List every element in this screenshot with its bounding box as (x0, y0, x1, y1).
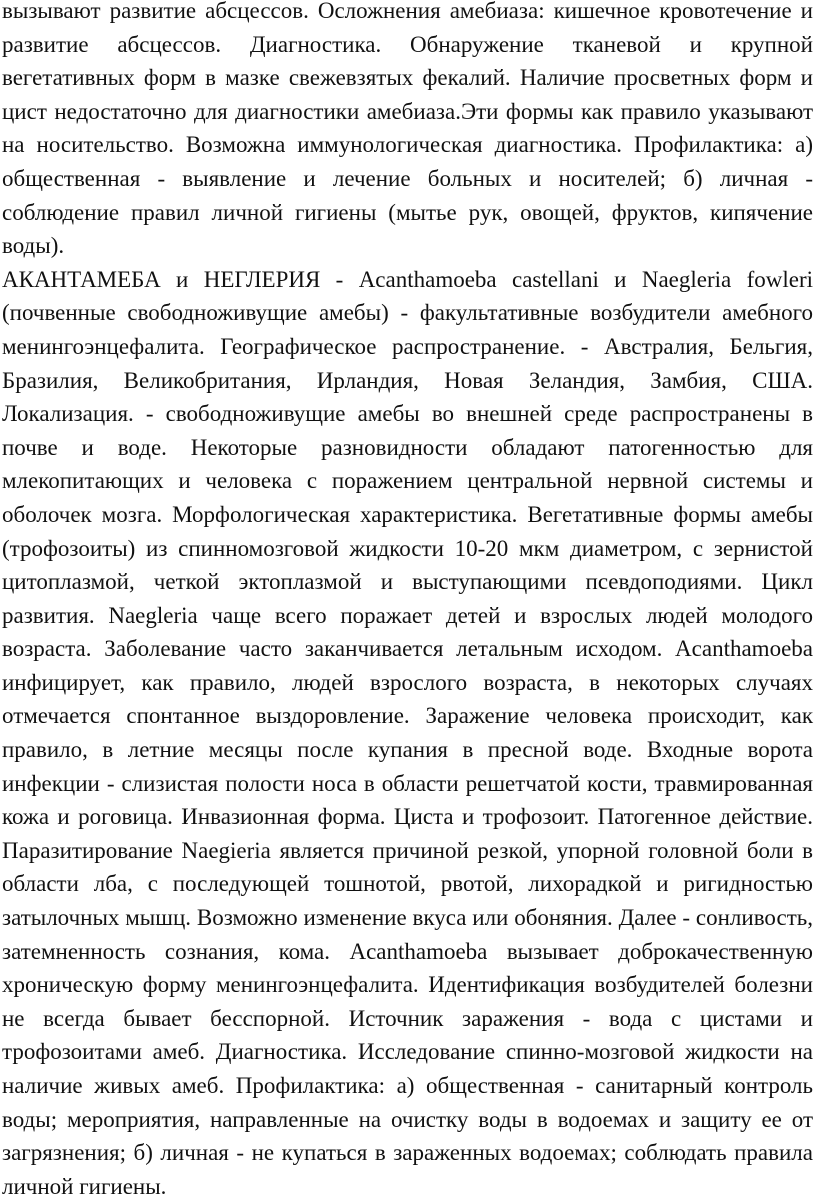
paragraph-acanthamoeba-naegleria: АКАНТАМЕБА и НЕГЛЕРИЯ - Acanthamoeba castellani и Naegleria fowleri (почвенные свободноживущие амебы) - факультативные возбудители амебного менингоэнцефалита. Географическое распространение. - Австралия, Бельгия, Бразилия, Великобритания, Ирландия, Новая Зеландия, Замбия, США. Локализация. - свободноживущие амебы во внешней среде распространены в почве и воде. Некоторые разновидности обладают патогенностью для млекопитающих и человека с поражением центральной нервной системы и оболочек мозга. Морфологическая характеристика. Вегетативные формы амебы (трофозоиты) из спинномозговой жидкости 10-20 мкм диаметром, с зернистой цитоплазмой, четкой эктоплазмой и выступающими псевдоподиями. Цикл развития. Naegleria чаще всего поражает детей и взрослых людей молодого возраста. Заболевание часто заканчивается летальным исходом. Acanthamoeba инфицирует, как правило, людей взрослого возраста, в некоторых случаях отмечается спонтанное выздоровление. Заражение человека происходит, как правило, в летние месяцы после купания в пресной воде. Входные ворота инфекции - слизистая полости носа в области решетчатой кости, травмированная кожа и роговица. Инвазионная форма. Циста и трофозоит. Патогенное действие. Паразитирование Naegieria является причиной резкой, упорной головной боли в области лба, с последующей тошнотой, рвотой, лихорадкой и ригидностью затылочных мышц. Возможно изменение вкуса или обоняния. Далее - сонливость, затемненность сознания, кома. Acanthamoeba вызывает доброкачественную хроническую форму менингоэнцефалита. Идентификация возбудителей болезни не всегда бывает бесспорной. Источник заражения - вода с цистами и трофозоитами амеб. Диагностика. Исследование спинно-мозговой жидкости на наличие живых амеб. Профилактика: а) общественная - санитарный контроль воды; мероприятия, направленные на очистку воды в водоемах и защиту ее от загрязнения; б) личная - не купаться в зараженных водоемах; соблюдать правила личной гигиены. (2, 266, 813, 1199)
paragraph-amebiasis: вызывают развитие абсцессов. Осложнения амебиаза: кишечное кровотечение и развитие абсцессов. Диагностика. Обнаружение тканевой и крупной вегетативных форм в мазке свежевзятых фекалий. Наличие просветных форм и цист недостаточно для диагностики амебиаза.Эти формы как правило указывают на носительство. Возможна иммунологическая диагностика. Профилактика: а) общественная - выявление и лечение больных и носителей; б) личная - соблюдение правил личной гигиены (мытье рук, овощей, фруктов, кипячение воды). (2, 0, 813, 259)
